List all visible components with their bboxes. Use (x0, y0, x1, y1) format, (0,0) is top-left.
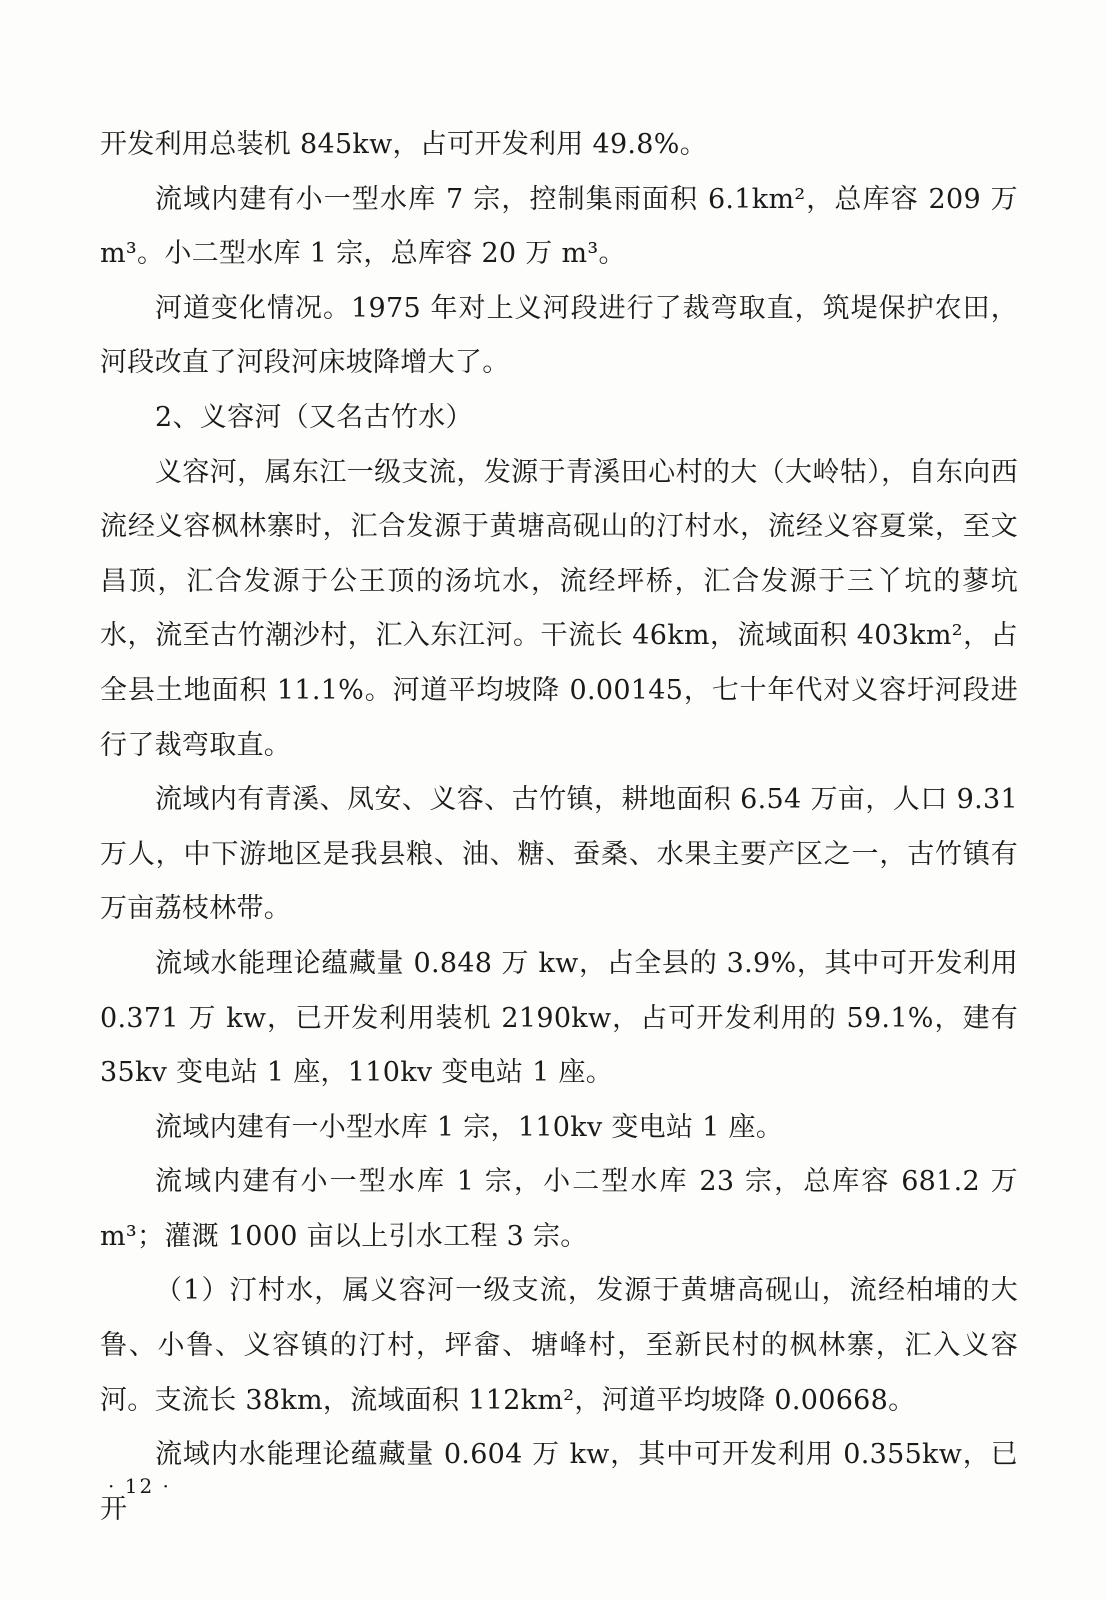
paragraph-2: 流域内建有小一型水库 7 宗，控制集雨面积 6.1km²，总库容 209 万 m³。小二型水库 1 宗，总库容 20 万 m³。 (100, 183, 1018, 270)
paragraph-5: 义容河，属东江一级支流，发源于青溪田心村的大（大岭牯），自东向西流经义容枫林寨时，汇合发源于黄塘高砚山的汀村水，流经义容夏棠，至文昌顶，汇合发源于公王顶的汤坑水，流经坪桥，汇合发源于三丫坑的蓼坑水，流至古竹潮沙村，汇入东江河。干流长 46km，流域面积 403km²，占全县土地面积 11.1%。河道平均坡降 0.00145，七十年代对义容圩河段进行了裁弯取直。 (100, 456, 1018, 761)
section-heading: 2、义容河（又名古竹水） (155, 401, 473, 433)
paragraph-7: 流域水能理论蕴藏量 0.848 万 kw，占全县的 3.9%，其中可开发利用 0.371 万 kw，已开发利用装机 2190kw，占可开发利用的 59.1%，建有 35kv 变电站 1 座，110kv 变电站 1 座。 (100, 947, 1018, 1089)
page-number: · 12 · (108, 1474, 171, 1498)
paragraph-8: 流域内建有一小型水库 1 宗，110kv 变电站 1 座。 (155, 1111, 784, 1143)
paragraph-10: （1）汀村水，属义容河一级支流，发源于黄塘高砚山，流经柏埔的大鲁、小鲁、义容镇的汀村，坪畲、塘峰村，至新民村的枫林寨，汇入义容河。支流长 38km，流域面积 112km²，河道平均坡降 0.00668。 (100, 1275, 1018, 1416)
paragraph-1: 开发利用总装机 845kw，占可开发利用 49.8%。 (100, 129, 708, 160)
body-text (100, 118, 1018, 1537)
paragraph-6: 流域内有青溪、凤安、义容、古竹镇，耕地面积 6.54 万亩，人口 9.31 万人，中下游地区是我县粮、油、糖、蚕桑、水果主要产区之一，古竹镇有万亩荔枝林带。 (100, 784, 1018, 925)
paragraph-3: 河道变化情况。1975 年对上义河段进行了裁弯取直，筑堤保护农田，河段改直了河段河床坡降增大了。 (100, 292, 1018, 379)
paragraph-9: 流域内建有小一型水库 1 宗，小二型水库 23 宗，总库容 681.2 万 m³；灌溉 1000 亩以上引水工程 3 宗。 (100, 1166, 1018, 1252)
paragraph-11: 流域内水能理论蕴藏量 0.604 万 kw，其中可开发利用 0.355kw，已开 (100, 1439, 1018, 1525)
